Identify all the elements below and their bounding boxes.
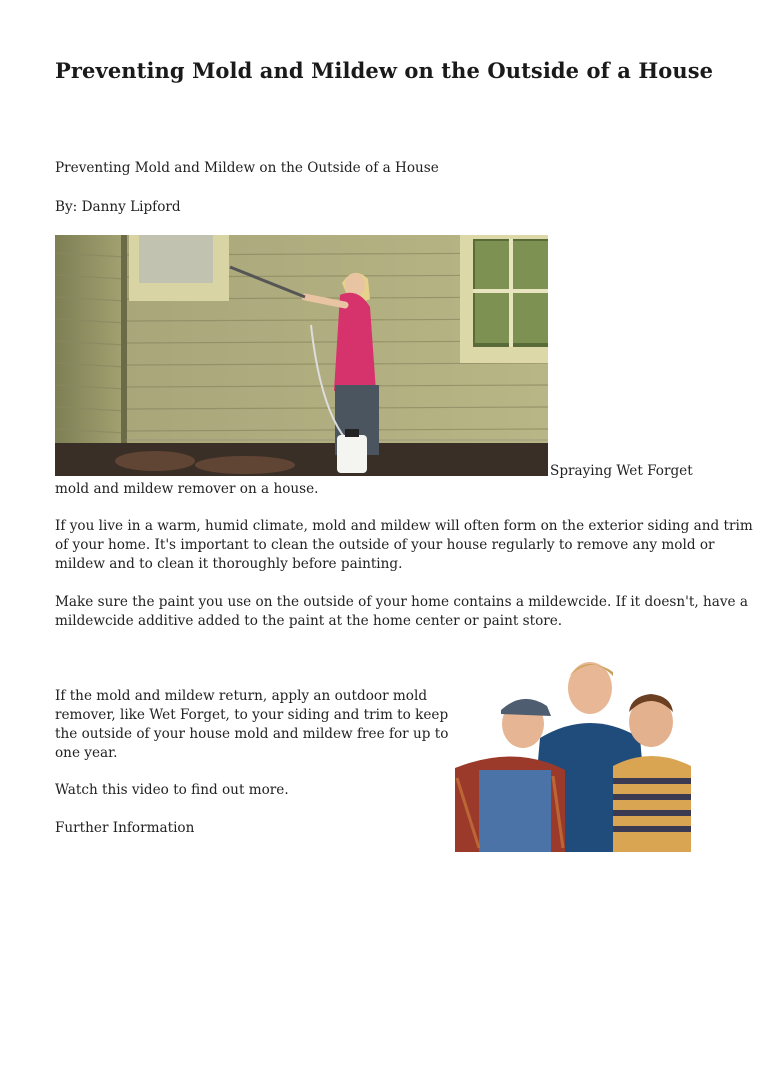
spraying-house-photo <box>55 235 548 476</box>
byline: By: Danny Lipford <box>55 199 181 215</box>
video-link-text[interactable]: Watch this video to find out more. <box>55 782 289 798</box>
paragraph-1-line-2: of your home. It's important to clean the outside of your house regularly to remove any mold or <box>55 537 715 553</box>
paragraph-1-line-3: mildew and to clean it thoroughly before painting. <box>55 556 403 572</box>
photo-caption-start: Spraying Wet Forget <box>550 463 693 479</box>
paragraph-3-line-2: remover, like Wet Forget, to your siding and trim to keep <box>55 707 449 723</box>
further-information-link[interactable]: Further Information <box>55 820 195 836</box>
paragraph-1-line-1: If you live in a warm, humid climate, mold and mildew will often form on the exterior siding and trim <box>55 518 753 534</box>
paragraph-2-line-2: mildewcide additive added to the paint at the home center or paint store. <box>55 613 563 629</box>
article-subtitle: Preventing Mold and Mildew on the Outside of a House <box>55 160 439 176</box>
paragraph-3-line-1: If the mold and mildew return, apply an outdoor mold <box>55 688 428 704</box>
paragraph-3-line-3: the outside of your house mold and mildew free for up to <box>55 726 449 742</box>
document-title: Preventing Mold and Mildew on the Outside of a House <box>55 58 714 83</box>
paragraph-2-line-1: Make sure the paint you use on the outside of your home contains a mildewcide. If it doesn't, have a <box>55 594 748 610</box>
paragraph-3-line-4: one year. <box>55 745 118 761</box>
photo-caption-end: mold and mildew remover on a house. <box>55 481 319 497</box>
three-boys-photo <box>445 658 704 852</box>
